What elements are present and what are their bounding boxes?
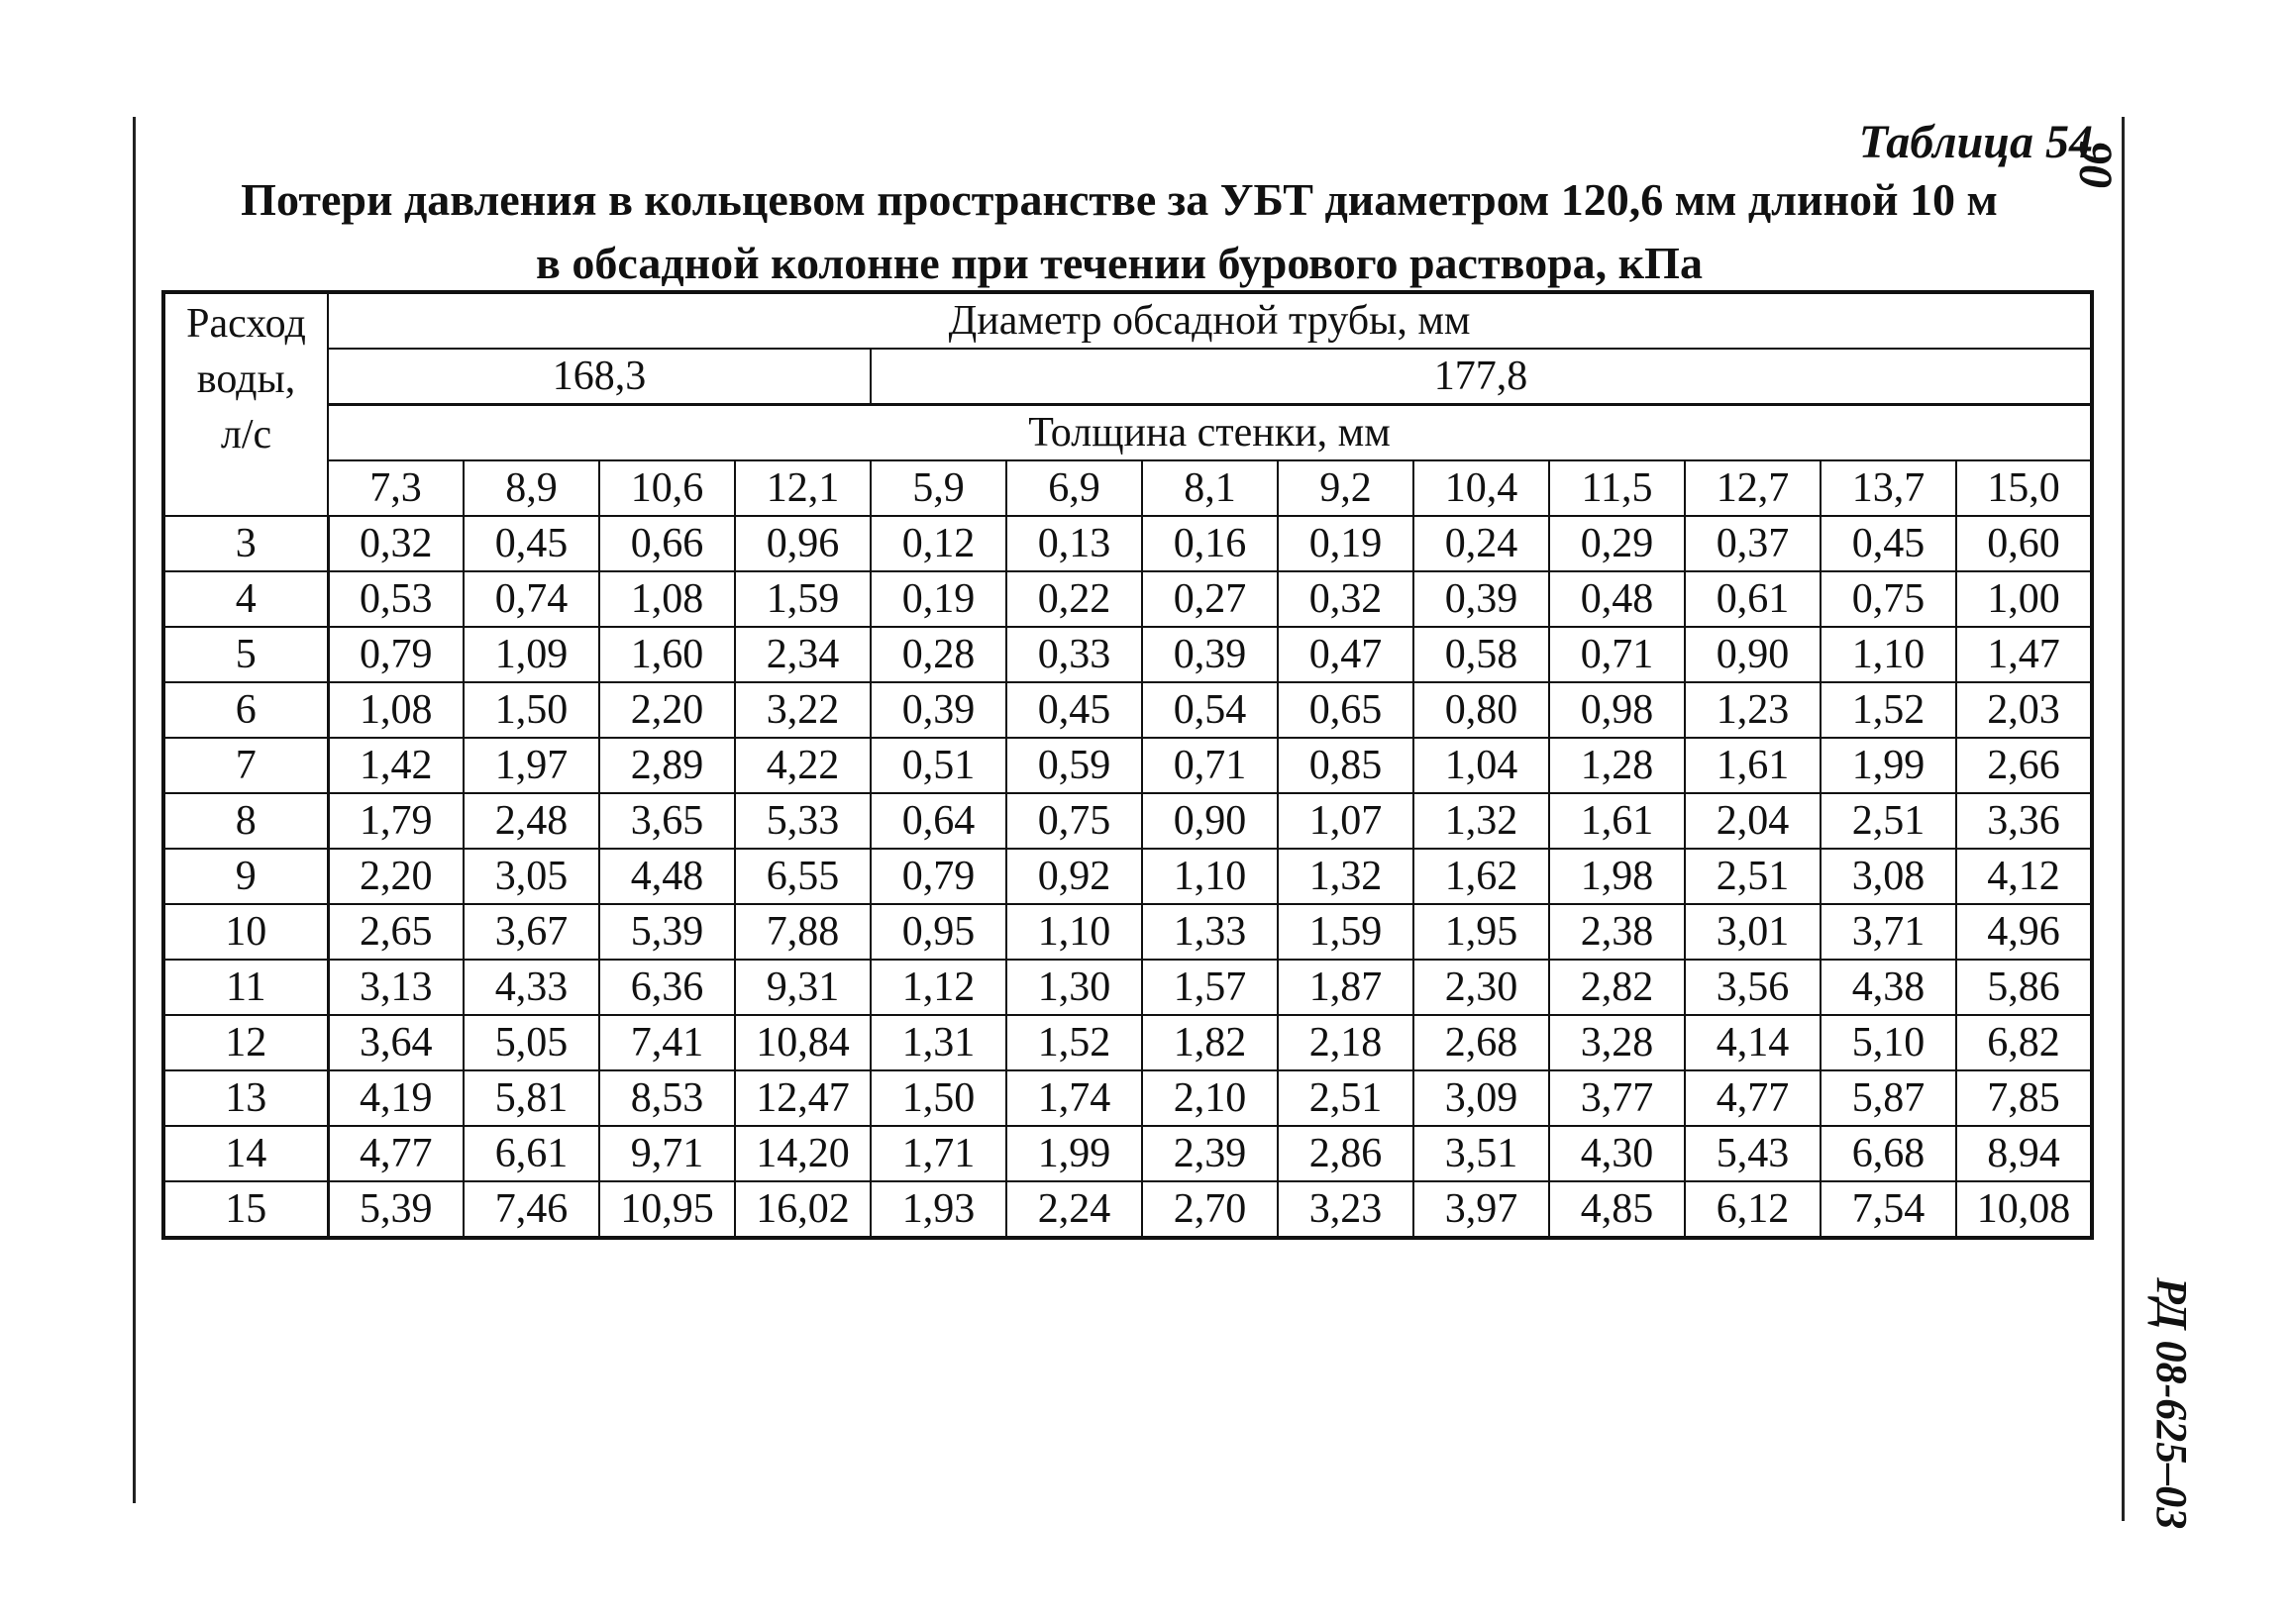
pressure-loss-cell: 2,38 bbox=[1549, 904, 1685, 960]
pressure-loss-cell: 0,39 bbox=[1142, 627, 1278, 682]
pressure-loss-cell: 2,70 bbox=[1142, 1181, 1278, 1238]
pressure-loss-cell: 1,59 bbox=[1278, 904, 1413, 960]
pressure-loss-cell: 4,85 bbox=[1549, 1181, 1685, 1238]
pressure-loss-cell: 6,82 bbox=[1956, 1015, 2092, 1070]
pressure-loss-cell: 1,08 bbox=[328, 682, 464, 738]
pressure-loss-cell: 5,86 bbox=[1956, 960, 2092, 1015]
pressure-loss-cell: 0,39 bbox=[871, 682, 1006, 738]
pressure-loss-cell: 2,39 bbox=[1142, 1126, 1278, 1181]
pressure-loss-cell: 0,45 bbox=[1821, 516, 1956, 571]
thickness-value-header: 7,3 bbox=[328, 460, 464, 516]
pressure-loss-cell: 5,39 bbox=[328, 1181, 464, 1238]
pressure-loss-cell: 1,95 bbox=[1413, 904, 1549, 960]
pressure-loss-cell: 0,13 bbox=[1006, 516, 1142, 571]
pressure-loss-cell: 4,14 bbox=[1685, 1015, 1821, 1070]
table-title-line-2: в обсадной колонне при течении бурового раствора, кПа bbox=[536, 238, 1703, 288]
table-row bbox=[163, 849, 2092, 904]
pressure-loss-cell: 0,90 bbox=[1685, 627, 1821, 682]
thickness-value-header: 11,5 bbox=[1549, 460, 1685, 516]
pressure-loss-cell: 12,47 bbox=[735, 1070, 871, 1126]
table-body bbox=[163, 516, 2092, 1238]
pressure-loss-cell: 5,87 bbox=[1821, 1070, 1956, 1126]
pressure-loss-cell: 4,12 bbox=[1956, 849, 2092, 904]
table-row bbox=[163, 738, 2092, 793]
pressure-loss-cell: 3,08 bbox=[1821, 849, 1956, 904]
pressure-loss-cell: 1,31 bbox=[871, 1015, 1006, 1070]
pressure-loss-cell: 1,82 bbox=[1142, 1015, 1278, 1070]
flow-rate-cell: 9 bbox=[163, 849, 328, 904]
header-row-thickness-values bbox=[163, 460, 2092, 516]
pressure-loss-cell: 3,56 bbox=[1685, 960, 1821, 1015]
table-title bbox=[158, 168, 2080, 295]
pressure-loss-cell: 4,48 bbox=[599, 849, 735, 904]
pressure-loss-cell: 10,84 bbox=[735, 1015, 871, 1070]
pressure-loss-cell: 0,19 bbox=[1278, 516, 1413, 571]
pressure-loss-cell: 0,79 bbox=[871, 849, 1006, 904]
pressure-loss-cell: 2,34 bbox=[735, 627, 871, 682]
flow-rate-cell: 11 bbox=[163, 960, 328, 1015]
table-row bbox=[163, 1070, 2092, 1126]
pressure-loss-cell: 7,54 bbox=[1821, 1181, 1956, 1238]
pressure-loss-cell: 2,86 bbox=[1278, 1126, 1413, 1181]
pressure-loss-cell: 2,51 bbox=[1821, 793, 1956, 849]
pressure-loss-cell: 5,33 bbox=[735, 793, 871, 849]
pressure-loss-cell: 1,10 bbox=[1821, 627, 1956, 682]
pressure-loss-cell: 5,39 bbox=[599, 904, 735, 960]
pressure-loss-cell: 3,51 bbox=[1413, 1126, 1549, 1181]
pressure-loss-cell: 1,47 bbox=[1956, 627, 2092, 682]
pressure-loss-cell: 1,07 bbox=[1278, 793, 1413, 849]
pressure-loss-cell: 6,55 bbox=[735, 849, 871, 904]
pressure-loss-cell: 0,29 bbox=[1549, 516, 1685, 571]
pressure-loss-cell: 1,32 bbox=[1278, 849, 1413, 904]
pressure-loss-cell: 7,46 bbox=[464, 1181, 599, 1238]
pressure-loss-cell: 1,30 bbox=[1006, 960, 1142, 1015]
flow-rate-cell: 12 bbox=[163, 1015, 328, 1070]
table-row bbox=[163, 904, 2092, 960]
pressure-loss-cell: 2,82 bbox=[1549, 960, 1685, 1015]
pressure-loss-cell: 3,01 bbox=[1685, 904, 1821, 960]
pressure-loss-cell: 0,32 bbox=[1278, 571, 1413, 627]
flow-rate-cell: 13 bbox=[163, 1070, 328, 1126]
pressure-loss-cell: 0,61 bbox=[1685, 571, 1821, 627]
pressure-loss-cell: 2,48 bbox=[464, 793, 599, 849]
thickness-value-header: 12,1 bbox=[735, 460, 871, 516]
flow-rate-cell: 7 bbox=[163, 738, 328, 793]
thickness-value-header: 10,6 bbox=[599, 460, 735, 516]
diameter-header: Диаметр обсадной трубы, мм bbox=[328, 292, 2092, 349]
thickness-value-header: 15,0 bbox=[1956, 460, 2092, 516]
pressure-loss-cell: 2,04 bbox=[1685, 793, 1821, 849]
pressure-loss-cell: 0,45 bbox=[1006, 682, 1142, 738]
flow-rate-cell: 14 bbox=[163, 1126, 328, 1181]
pressure-loss-cell: 0,12 bbox=[871, 516, 1006, 571]
table-title-line-1: Потери давления в кольцевом пространстве за УБТ диаметром 120,6 мм длиной 10 м bbox=[241, 174, 1998, 225]
pressure-loss-cell: 0,74 bbox=[464, 571, 599, 627]
pressure-loss-cell: 9,71 bbox=[599, 1126, 735, 1181]
pressure-loss-cell: 2,30 bbox=[1413, 960, 1549, 1015]
thickness-value-header: 8,1 bbox=[1142, 460, 1278, 516]
pressure-loss-cell: 0,71 bbox=[1549, 627, 1685, 682]
pressure-loss-cell: 1,42 bbox=[328, 738, 464, 793]
flow-rate-cell: 3 bbox=[163, 516, 328, 571]
pressure-loss-cell: 1,08 bbox=[599, 571, 735, 627]
pressure-loss-cell: 1,52 bbox=[1821, 682, 1956, 738]
pressure-loss-cell: 4,38 bbox=[1821, 960, 1956, 1015]
pressure-loss-cell: 0,37 bbox=[1685, 516, 1821, 571]
pressure-loss-cell: 3,28 bbox=[1549, 1015, 1685, 1070]
pressure-loss-cell: 1,28 bbox=[1549, 738, 1685, 793]
table-row bbox=[163, 1126, 2092, 1181]
pressure-loss-cell: 0,19 bbox=[871, 571, 1006, 627]
thickness-value-header: 13,7 bbox=[1821, 460, 1956, 516]
pressure-loss-cell: 2,89 bbox=[599, 738, 735, 793]
table-row bbox=[163, 682, 2092, 738]
pressure-loss-cell: 1,50 bbox=[871, 1070, 1006, 1126]
diameter-value-header: 168,3 bbox=[328, 349, 871, 405]
pressure-loss-cell: 1,09 bbox=[464, 627, 599, 682]
pressure-loss-cell: 0,59 bbox=[1006, 738, 1142, 793]
pressure-loss-cell: 0,80 bbox=[1413, 682, 1549, 738]
thickness-value-header: 6,9 bbox=[1006, 460, 1142, 516]
flow-rate-cell: 10 bbox=[163, 904, 328, 960]
pressure-loss-cell: 0,85 bbox=[1278, 738, 1413, 793]
pressure-loss-cell: 5,05 bbox=[464, 1015, 599, 1070]
right-margin-rule bbox=[2122, 117, 2125, 1521]
pressure-loss-cell: 1,52 bbox=[1006, 1015, 1142, 1070]
pressure-loss-cell: 0,75 bbox=[1006, 793, 1142, 849]
pressure-loss-cell: 3,05 bbox=[464, 849, 599, 904]
pressure-loss-cell: 10,95 bbox=[599, 1181, 735, 1238]
pressure-loss-cell: 0,98 bbox=[1549, 682, 1685, 738]
pressure-loss-cell: 1,61 bbox=[1685, 738, 1821, 793]
pressure-loss-cell: 5,81 bbox=[464, 1070, 599, 1126]
table-row bbox=[163, 516, 2092, 571]
pressure-loss-cell: 1,50 bbox=[464, 682, 599, 738]
pressure-loss-cell: 1,97 bbox=[464, 738, 599, 793]
table-row bbox=[163, 1181, 2092, 1238]
pressure-loss-cell: 1,93 bbox=[871, 1181, 1006, 1238]
pressure-loss-cell: 2,65 bbox=[328, 904, 464, 960]
thickness-header: Толщина стенки, мм bbox=[328, 405, 2092, 461]
pressure-loss-cell: 0,64 bbox=[871, 793, 1006, 849]
pressure-loss-cell: 3,22 bbox=[735, 682, 871, 738]
thickness-value-header: 12,7 bbox=[1685, 460, 1821, 516]
pressure-loss-cell: 10,08 bbox=[1956, 1181, 2092, 1238]
pressure-loss-cell: 0,75 bbox=[1821, 571, 1956, 627]
flow-rate-cell: 5 bbox=[163, 627, 328, 682]
thickness-value-header: 8,9 bbox=[464, 460, 599, 516]
left-margin-rule bbox=[133, 117, 136, 1503]
pressure-loss-cell: 0,45 bbox=[464, 516, 599, 571]
pressure-loss-cell: 6,68 bbox=[1821, 1126, 1956, 1181]
thickness-value-header: 9,2 bbox=[1278, 460, 1413, 516]
pressure-loss-cell: 3,36 bbox=[1956, 793, 2092, 849]
pressure-loss-cell: 2,20 bbox=[328, 849, 464, 904]
table-number: Таблица 54 bbox=[1858, 116, 2093, 168]
pressure-loss-cell: 16,02 bbox=[735, 1181, 871, 1238]
pressure-loss-cell: 7,85 bbox=[1956, 1070, 2092, 1126]
pressure-loss-cell: 4,22 bbox=[735, 738, 871, 793]
pressure-loss-cell: 6,36 bbox=[599, 960, 735, 1015]
pressure-loss-cell: 3,77 bbox=[1549, 1070, 1685, 1126]
pressure-loss-cell: 0,79 bbox=[328, 627, 464, 682]
pressure-loss-cell: 2,51 bbox=[1685, 849, 1821, 904]
header-row-diameter-values bbox=[163, 349, 2092, 405]
pressure-loss-cell: 0,54 bbox=[1142, 682, 1278, 738]
pressure-loss-cell: 0,22 bbox=[1006, 571, 1142, 627]
pressure-loss-cell: 0,60 bbox=[1956, 516, 2092, 571]
pressure-loss-cell: 0,65 bbox=[1278, 682, 1413, 738]
pressure-loss-cell: 3,65 bbox=[599, 793, 735, 849]
pressure-loss-cell: 2,10 bbox=[1142, 1070, 1278, 1126]
pressure-loss-cell: 1,10 bbox=[1142, 849, 1278, 904]
thickness-value-header: 5,9 bbox=[871, 460, 1006, 516]
diameter-value-header: 177,8 bbox=[871, 349, 2092, 405]
pressure-loss-cell: 1,87 bbox=[1278, 960, 1413, 1015]
pressure-loss-cell: 2,24 bbox=[1006, 1181, 1142, 1238]
pressure-loss-cell: 3,09 bbox=[1413, 1070, 1549, 1126]
pressure-loss-cell: 3,67 bbox=[464, 904, 599, 960]
pressure-loss-cell: 4,30 bbox=[1549, 1126, 1685, 1181]
pressure-loss-cell: 0,16 bbox=[1142, 516, 1278, 571]
pressure-loss-cell: 3,23 bbox=[1278, 1181, 1413, 1238]
document-code: РД 08-625–03 bbox=[2147, 1277, 2196, 1530]
pressure-loss-cell: 0,53 bbox=[328, 571, 464, 627]
pressure-loss-cell: 3,71 bbox=[1821, 904, 1956, 960]
pressure-loss-cell: 0,48 bbox=[1549, 571, 1685, 627]
pressure-loss-cell: 0,32 bbox=[328, 516, 464, 571]
thickness-value-header: 10,4 bbox=[1413, 460, 1549, 516]
pressure-loss-cell: 0,28 bbox=[871, 627, 1006, 682]
pressure-loss-cell: 1,60 bbox=[599, 627, 735, 682]
pressure-loss-cell: 1,04 bbox=[1413, 738, 1549, 793]
pressure-loss-cell: 2,20 bbox=[599, 682, 735, 738]
pressure-loss-cell: 6,61 bbox=[464, 1126, 599, 1181]
pressure-loss-cell: 1,23 bbox=[1685, 682, 1821, 738]
pressure-loss-cell: 1,99 bbox=[1821, 738, 1956, 793]
pressure-loss-cell: 1,99 bbox=[1006, 1126, 1142, 1181]
pressure-loss-cell: 0,71 bbox=[1142, 738, 1278, 793]
header-row-diameter bbox=[163, 292, 2092, 349]
pressure-loss-cell: 0,90 bbox=[1142, 793, 1278, 849]
pressure-loss-cell: 1,12 bbox=[871, 960, 1006, 1015]
pressure-loss-cell: 1,33 bbox=[1142, 904, 1278, 960]
header-row-thickness bbox=[163, 405, 2092, 461]
pressure-loss-cell: 0,95 bbox=[871, 904, 1006, 960]
pressure-loss-cell: 0,92 bbox=[1006, 849, 1142, 904]
pressure-loss-cell: 9,31 bbox=[735, 960, 871, 1015]
table-row bbox=[163, 571, 2092, 627]
table-row bbox=[163, 793, 2092, 849]
pressure-loss-cell: 8,94 bbox=[1956, 1126, 2092, 1181]
flow-rate-header: Расход воды, л/с bbox=[163, 292, 328, 516]
pressure-loss-cell: 5,10 bbox=[1821, 1015, 1956, 1070]
pressure-loss-cell: 3,64 bbox=[328, 1015, 464, 1070]
pressure-loss-cell: 1,10 bbox=[1006, 904, 1142, 960]
flow-rate-cell: 8 bbox=[163, 793, 328, 849]
pressure-loss-cell: 0,66 bbox=[599, 516, 735, 571]
pressure-loss-cell: 2,68 bbox=[1413, 1015, 1549, 1070]
pressure-loss-cell: 1,61 bbox=[1549, 793, 1685, 849]
flow-rate-cell: 6 bbox=[163, 682, 328, 738]
pressure-loss-cell: 4,33 bbox=[464, 960, 599, 1015]
pressure-loss-cell: 7,41 bbox=[599, 1015, 735, 1070]
pressure-loss-cell: 2,18 bbox=[1278, 1015, 1413, 1070]
pressure-loss-cell: 0,27 bbox=[1142, 571, 1278, 627]
pressure-loss-cell: 0,58 bbox=[1413, 627, 1549, 682]
pressure-loss-cell: 0,96 bbox=[735, 516, 871, 571]
pressure-loss-cell: 0,24 bbox=[1413, 516, 1549, 571]
table-row bbox=[163, 1015, 2092, 1070]
table-header bbox=[163, 292, 2092, 516]
flow-rate-cell: 4 bbox=[163, 571, 328, 627]
pressure-loss-cell: 1,32 bbox=[1413, 793, 1549, 849]
pressure-loss-cell: 0,51 bbox=[871, 738, 1006, 793]
pressure-loss-cell: 14,20 bbox=[735, 1126, 871, 1181]
pressure-loss-cell: 1,00 bbox=[1956, 571, 2092, 627]
pressure-loss-cell: 5,43 bbox=[1685, 1126, 1821, 1181]
pressure-loss-cell: 6,12 bbox=[1685, 1181, 1821, 1238]
pressure-loss-cell: 4,77 bbox=[328, 1126, 464, 1181]
pressure-loss-table bbox=[161, 290, 2094, 1240]
flow-rate-cell: 15 bbox=[163, 1181, 328, 1238]
pressure-loss-cell: 1,59 bbox=[735, 571, 871, 627]
pressure-loss-cell: 8,53 bbox=[599, 1070, 735, 1126]
page-number: 90 bbox=[2069, 141, 2122, 188]
pressure-loss-cell: 1,79 bbox=[328, 793, 464, 849]
pressure-loss-cell: 0,33 bbox=[1006, 627, 1142, 682]
pressure-loss-cell: 1,57 bbox=[1142, 960, 1278, 1015]
pressure-loss-cell: 2,51 bbox=[1278, 1070, 1413, 1126]
pressure-loss-cell: 4,19 bbox=[328, 1070, 464, 1126]
pressure-loss-cell: 4,96 bbox=[1956, 904, 2092, 960]
pressure-loss-cell: 1,98 bbox=[1549, 849, 1685, 904]
pressure-loss-cell: 2,66 bbox=[1956, 738, 2092, 793]
pressure-loss-cell: 1,74 bbox=[1006, 1070, 1142, 1126]
pressure-loss-cell: 4,77 bbox=[1685, 1070, 1821, 1126]
pressure-loss-cell: 0,47 bbox=[1278, 627, 1413, 682]
pressure-loss-cell: 3,13 bbox=[328, 960, 464, 1015]
table-row bbox=[163, 960, 2092, 1015]
table-row bbox=[163, 627, 2092, 682]
pressure-loss-cell: 1,62 bbox=[1413, 849, 1549, 904]
pressure-loss-cell: 2,03 bbox=[1956, 682, 2092, 738]
pressure-loss-cell: 0,39 bbox=[1413, 571, 1549, 627]
pressure-loss-cell: 3,97 bbox=[1413, 1181, 1549, 1238]
pressure-loss-cell: 1,71 bbox=[871, 1126, 1006, 1181]
pressure-loss-cell: 7,88 bbox=[735, 904, 871, 960]
